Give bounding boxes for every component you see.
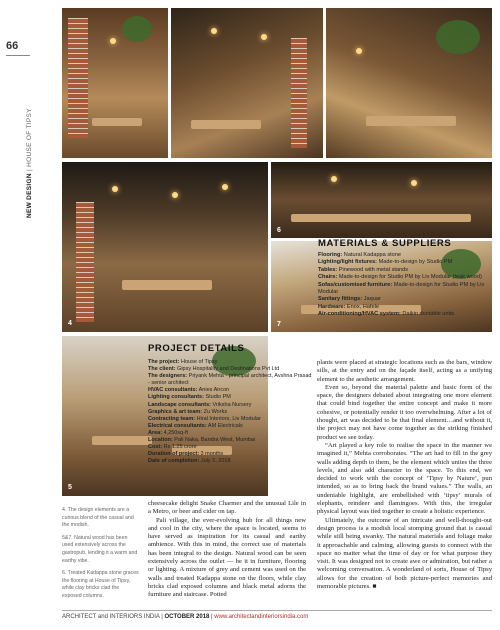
- footer-separator: |: [209, 614, 215, 620]
- project-detail-item: Graphics & art team: Zu Works: [148, 408, 228, 415]
- body-paragraph: “Art played a key role to realise the space in the manner we imagined it,” Mehta corroborates. “The art had to fill in the grey walls adding depth to them, be the element which unites the three levels, and also add character to the space. To this end, we decided to work with the concept of ‘Tipsy by Nature’, pun intended, so as to bring back the brand values.” The walls, an undeniable highlight, are embellished with ‘tipsy’ murals of elephants, reindeer and flamingoes. With this, the irregular physical layout was tied together to create a holistic experience.: [317, 441, 492, 516]
- body-column-right: [317, 359, 492, 591]
- materials-item: Sanitary fittings: Jaquar: [318, 296, 381, 303]
- materials-item: Lighting/light fixtures: Made-to-design by Studio PM: [318, 259, 453, 266]
- footer-rule: [62, 610, 492, 611]
- project-name-header: HOUSE OF TIPSY: [26, 108, 33, 167]
- footer-separator: |: [159, 614, 165, 620]
- photo-bar-interior: [62, 8, 168, 158]
- materials-item: Chairs: Made-to-design for Studio PM by Liv Modular (teak wood): [318, 274, 482, 281]
- body-column-middle: [148, 500, 306, 600]
- section-label: NEW DESIGN: [26, 173, 33, 218]
- body-paragraph: Ultimately, the outcome of an intricate and well-thought-out design process is a modish local stomping ground that is casual while still being swanky. The natural materials and foliage make it approachable and calming, allowing guests to connect with the space no matter what the time of day or for what purpose they visit. It was designed not to create awe or admiration, but rather a welcoming conversation. A wonderland of sorts, House of Tipsy allows for the creation of both picture-perfect memories and memorable pictures. ■: [317, 516, 492, 591]
- project-details-heading: PROJECT DETAILS: [148, 343, 245, 354]
- project-details-list: [148, 359, 313, 465]
- photo-bar-counter: [271, 162, 492, 238]
- body-paragraph: plants were placed at strategic locations such as the bars, window sills, at the entry and on the façade itself, acting as a unifying element to the aesthetic arrangement.: [317, 359, 492, 383]
- project-detail-item: HVAC consultants: Anies Aircon: [148, 387, 230, 394]
- project-detail-item: Date of completion: July 2, 2018: [148, 458, 231, 465]
- caption: 4. The design elements are a curious blend of the casual and the modish.: [62, 507, 134, 529]
- materials-item: Air-conditioning/HVAC system: Daikin ductable units: [318, 311, 455, 318]
- photo-number: 7: [277, 321, 281, 328]
- photo-seating-lounge: [326, 8, 492, 158]
- footer: [62, 614, 492, 620]
- photo-dining-area: [171, 8, 323, 158]
- caption: 6. Treated Kadappa stone graces the flooring at House of Tipsy, while clay bricks clad the exposed columns.: [62, 570, 139, 599]
- project-detail-item: Contracting team: Hiral Interiors, Liv Modular: [148, 415, 261, 422]
- page-number-rule: [6, 55, 30, 56]
- project-detail-item: Cost: Rs 1.25 crore: [148, 444, 197, 451]
- project-detail-item: Lighting consultants: Studio PM: [148, 394, 231, 401]
- magazine-name: ARCHITECT and INTERIORS INDIA: [62, 614, 160, 620]
- project-detail-item: Duration of project: 3 months: [148, 451, 224, 458]
- page-number: 66: [6, 40, 19, 52]
- project-detail-item: The client: Gipsy Hospitality and Destinations Pvt Ltd: [148, 366, 280, 373]
- photo-captions: [62, 507, 140, 606]
- project-detail-item: Electrical consultants: AM Electricals: [148, 422, 243, 429]
- photo-main-hall: [62, 162, 268, 332]
- body-paragraph: Even so, beyond the material palette and basic form of the space, the designers debated about integrating one more element that could bind together the entire concept and make it more cohesive, or potentially render it too overwhelming. After a lot of thought, art was decided to be that final element…and without it, the project may not have come together as the striking finished product we see today.: [317, 383, 492, 441]
- materials-item: Tables: Pinewood with metal stands: [318, 266, 409, 273]
- website-link[interactable]: www.architectandinteriorsindia.com: [214, 614, 309, 620]
- project-detail-item: Landscape consultants: Vriksha Nursery: [148, 401, 252, 408]
- body-paragraph: cheesecake delight Snake Charmer and the unusual Lile in a Metro, or beer and cider on tap.: [148, 500, 306, 516]
- body-paragraph: Pali village, the ever-evolving hub for all things new and cool in the city, where the space is located, seems to have served as inspiration for its casual and earthy ambience. With this in mind, the correct use of materials has been integral to the design. Natural wood can be seen extensively across the outlet — be it in furniture, flooring or lighting. A mixture of grey and cement was used on the walls and treated Kadappa stone on the floors, while clay bricks clad exposed columns and black metal adorns the furniture and staircase. Potted: [148, 516, 306, 599]
- materials-item: Sofas/customised furniture: Made-to-design for Studio PM by Liv Modular: [318, 281, 485, 296]
- header-separator: |: [26, 168, 33, 171]
- photo-number: 6: [277, 227, 281, 234]
- running-header-vertical: [24, 60, 38, 220]
- caption: 5&7. Natural wood has been used extensively across the gastropub, lending it a warm and earthy vibe.: [62, 534, 138, 564]
- materials-heading: MATERIALS & SUPPLIERS: [318, 238, 452, 249]
- materials-item: Flooring: Natural Kadappa stone: [318, 252, 402, 258]
- issue-date: OCTOBER 2018: [164, 614, 210, 620]
- materials-item: Hardware: Enox, Hafele: [318, 303, 379, 310]
- photo-number: 5: [68, 484, 72, 491]
- project-detail-item: The project: House of Tipsy: [148, 359, 218, 365]
- project-detail-item: The designers: Priyank Mehta - principal architect, Avshna Prasad - senior architect: [148, 373, 312, 387]
- project-detail-item: Area: 4,250sq-ft: [148, 429, 189, 436]
- materials-list: [318, 252, 490, 319]
- photo-number: 4: [68, 320, 72, 327]
- project-detail-item: Location: Pali Naka, Bandra West, Mumbai: [148, 437, 256, 444]
